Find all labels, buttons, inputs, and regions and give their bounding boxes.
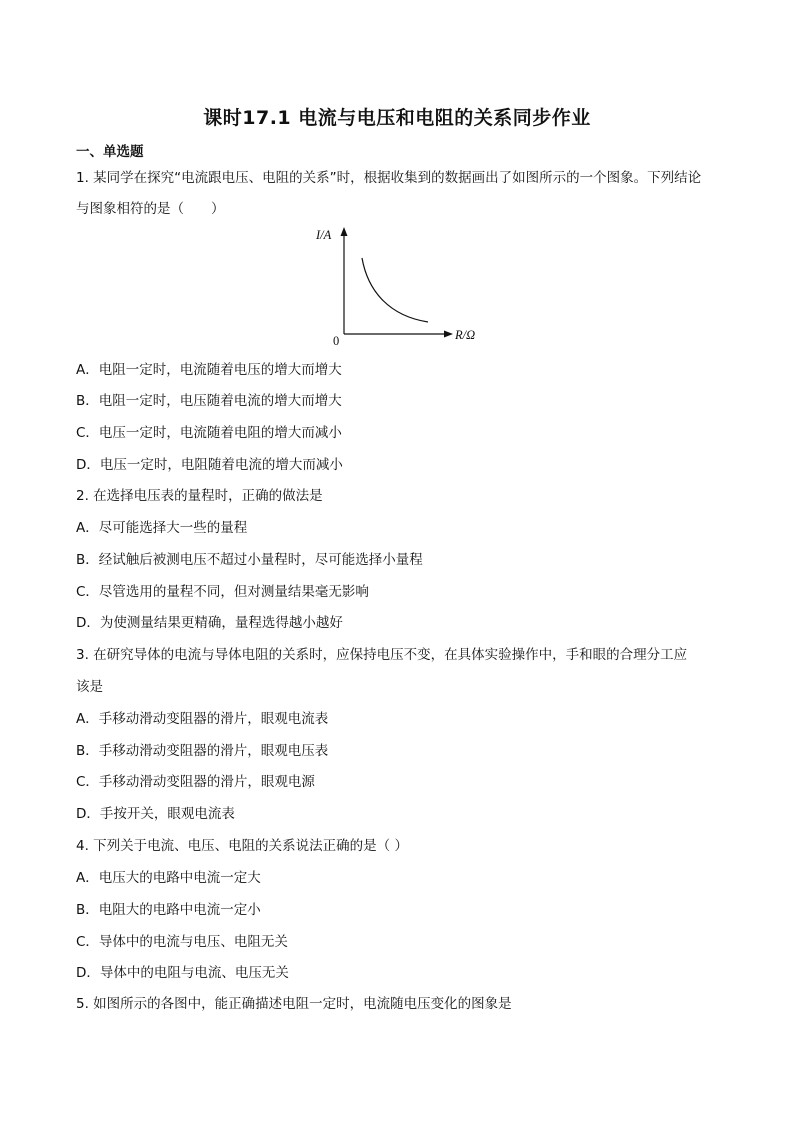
q3-stem-line-1: 3. 在研究导体的电流与导体电阻的关系时，应保持电压不变，在具体实验操作中，手和眼的合理分工应 [76, 647, 688, 663]
q3-option-d: D．手按开关，眼观电流表 [76, 806, 235, 822]
q2-stem: 2. 在选择电压表的量程时，正确的做法是 [76, 488, 323, 504]
q2-option-c: C．尽管选用的量程不同，但对测量结果毫无影响 [76, 584, 369, 600]
q2-option-a: A．尽可能选择大一些的量程 [76, 520, 248, 536]
q4-stem: 4. 下列关于电流、电压、电阻的关系说法正确的是（ ） [76, 838, 408, 854]
section-heading: 一、单选题 [76, 144, 144, 160]
x-axis-arrow [444, 331, 453, 338]
q1-stem-line-2: 与图象相符的是（ ） [76, 201, 225, 217]
y-axis-arrow [341, 227, 348, 236]
q3-option-a: A．手移动滑动变阻器的滑片，眼观电流表 [76, 711, 329, 727]
q3-option-c: C．手移动滑动变阻器的滑片，眼观电源 [76, 774, 315, 790]
q1-option-d: D．电压一定时，电阻随着电流的增大而减小 [76, 457, 343, 473]
q1-option-c: C．电压一定时，电流随着电阻的增大而减小 [76, 425, 342, 441]
graph-svg [300, 222, 490, 347]
q2-option-d: D．为使测量结果更精确，量程选得越小越好 [76, 615, 343, 631]
q1-option-b: B．电阻一定时，电压随着电流的增大而增大 [76, 393, 342, 409]
q2-option-b: B．经试触后被测电压不超过小量程时，尽可能选择小量程 [76, 552, 423, 568]
current-resistance-graph [300, 222, 490, 347]
q5-stem: 5. 如图所示的各图中，能正确描述电阻一定时，电流随电压变化的图象是 [76, 996, 512, 1012]
page-title: 课时17.1 电流与电压和电阻的关系同步作业 [203, 107, 591, 129]
q1-stem-line-1: 1. 某同学在探究“电流跟电压、电阻的关系”时，根据收集到的数据画出了如图所示的一个图象。下列结论 [76, 170, 702, 186]
x-axis-label: R/Ω [455, 328, 476, 342]
y-axis-label: I/A [316, 228, 332, 242]
q4-option-d: D．导体中的电阻与电流、电压无关 [76, 965, 289, 981]
origin-label: 0 [333, 334, 340, 347]
q3-option-b: B．手移动滑动变阻器的滑片，眼观电压表 [76, 743, 329, 759]
inverse-curve [362, 258, 428, 322]
q3-stem-line-2: 该是 [76, 679, 103, 695]
q4-option-c: C．导体中的电流与电压、电阻无关 [76, 934, 288, 950]
q1-option-a: A．电阻一定时，电流随着电压的增大而增大 [76, 362, 342, 378]
q4-option-a: A．电压大的电路中电流一定大 [76, 870, 261, 886]
q4-option-b: B．电阻大的电路中电流一定小 [76, 902, 261, 918]
